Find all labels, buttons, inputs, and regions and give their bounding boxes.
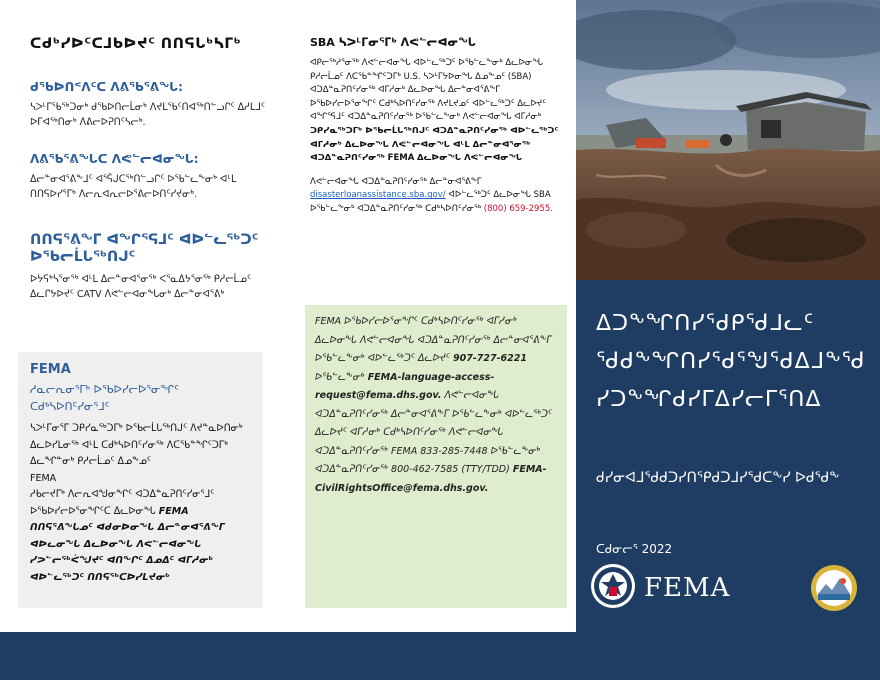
green-fema: FEMA [391,445,418,457]
fema-body [30,421,251,586]
green-phone-3[interactable]: 800-462-7585 [391,464,459,475]
fema-logo-text: FEMA [644,573,731,603]
language-access-box [305,305,567,608]
sba-text-3: ᐊᐅᓪᓚᖅᑐᑦ ᐃᓚᐅᓂᖓ SBA ᐅᖃᓪᓚᖕᓂᒃ ᐊᑐᐃᓐᓇᕈᑎᑦᓯᓂᖅ ᑕᑯᒃᓴᐅᑎᑦᓯᓂᖅ [310,190,551,214]
sba-paragraph [310,57,565,166]
sba-bold-end: ᐃᓚᐅᓂᖓ ᐱᕙᓪᓕᐊᓂᖓ [417,153,523,164]
green-email-2[interactable]: FEMA-CivilRightsOffice@fema.dhs.gov. [315,464,547,494]
middle-panel [285,0,576,632]
green-mid: ᐅᖃᓪᓚᖕᓂᒃ [315,371,365,383]
fema-inline: FEMA [158,505,189,517]
fema-heading: FEMA [30,362,71,377]
sba-bold: ᑐᑭᓯᓇᖅᑐᒥᒃ ᐅᖃᓕᒫᒐᖅᑎᒍᑦ ᐊᑐᐃᓐᓇᕈᑎᑦᓯᓂᖅ ᐊᐅᓪᓚᖅᑐᑦ ᐊᒥᓱᓂᒃ ᐃᓚᐅᓂᖓ ᐱᕙᓪᓕᐊᓂᖓ ᐊᒻᒪ ᐃᓕᓐᓂᐊᕐᓂᖅ ᐊᑐᐃᓐᓇᕈᑎᑦᓯᓂᖅ [310,125,559,164]
sba-text-2: ᐱᕙᓪᓕᐊᓂᖓ ᐊᑐᐃᓐᓇᕈᑎᑦᓯᓂᖅ ᐃᓕᓐᓂᐊᕐᕕᖕᒥ [310,176,482,187]
sba-text-1: ᐊᑭᓕᖅᓱᕐᓂᖅ ᐱᕙᓪᓕᐊᓂᖓ ᐊᐅᓪᓚᖅᑐᑦ ᐅᖃᓪᓚᖕᓂᒃ ᐃᓚᐅᓂᖓ ᑭᓱᓕᒫᓄᑦ ᐱᑕᖃᓐᖏᑦᑐᒥᒃ U.S. ᓴᐳᒻᒥᔭᐅᓂᖓ ᐃᓄᖕᓄᑦ (SBA) ᐊᑐᐃᓐᓇᕈᑎᑦᓯᓂᖅ ᐊᒥᓱᓂᒃ ᐃᓚᐅᓂᖓ ᐃᓕᓐᓂᐊᕐᕕᖕᒥ ᐅᖃᐅᓯᓕᐅᕐᓂᖏᑦ ᑕᑯᒃᓴᐅᑎᑦᓯᓂᖅ ᐱᔪᒪᔪᓄᑦ ᐊᐅᓪᓚᖅᑐᑦ ᐃᓚᐅᔪᑦ ᐊᖏᕐᕋᒧᑦ ᐊᑐᐃᓐᓇᕈᑎᑦᓯᓂᖅ ᐅᖃᓪᓚᖕᓂᒃ ᐱᕙᓪᓕᐊᓂᖓ ᐊᒥᓱᓂᒃ [310,58,546,123]
sba-link[interactable]: disasterloanassistance.sba.gov/ [310,190,446,201]
fema-body-text-2: ᓱᑲᓕᔪᒥᒃ ᐱᓕᕆᐊᖑᓂᖏᑦ ᐊᑐᐃᓐᓇᕈᑎᑦᓯᓂᕐᒧᑦ ᐅᖃᐅᓯᓕᐅᕐᓂᖏᑦᑕ ᐃᓚᐅᓂᖓ [30,489,215,517]
footer-bar [0,632,880,680]
section-heading: ᑎᑎᕋᕐᕕᖕᒥ ᐊᖏᕐᕋᒧᑦ ᐊᐅᓪᓚᖅᑐᑦ ᐅᖃᓕᒫᒐᖅᑎᒍᑦ [30,232,259,265]
disaster-photo [576,0,880,280]
sba-section [310,36,565,227]
green-body-3: ᐅᖃᓪᓚᖕᓂᒃ ᐊᑐᐃᓐᓇᕈᑎᑦᓯᓂᖅ [315,445,541,475]
fema-box [18,352,263,608]
section-heading: ᐱᕕᖃᕐᕕᖓᑕ ᐱᕙᓪᓕᐊᓂᖓ: [30,152,199,166]
cover-date: ᑕᑯᓂᓕᕐ 2022 [596,542,673,556]
green-text [315,313,557,498]
cover-title: ᐃᑐᖕᖏᑎᓯᕐᑯᑭᖁᒧᓚᑦ ᖁᑯᖕᖏᑎᓯᕐᑯᕐᖑᕐᑯᐃᒧᖕᖁ ᓯᑐᖕᖏᑯᓯᒥᐃᓯᓕᒥᕐᑎᐃ [596,311,866,412]
fema-subheading: ᓱᓇᓕᕆᓂᕐᒥᒃ ᐅᖃᐅᓯᓕᐅᕐᓂᖏᑦ ᑕᑯᒃᓴᐅᑎᑦᓯᓂᕐᒧᑦ [30,383,179,413]
green-email[interactable]: FEMA-language-access-request@fema.dhs.gov. [315,371,495,401]
green-body: ᐱᕙᓪᓕᐊᓂᖓ ᐊᑐᐃᓐᓇᕈᑎᑦᓯᓂᖅ ᐃᓕᓐᓂᐊᕐᕕᖕᒥ ᐅᖃᓪᓚᖕᓂᒃ ᐊᐅᓪᓚᖅᑐᑦ ᐃᓚᐅᔪᑦ ᐊᒥᓱᓂᒃ ᑕᑯᒃᓴᐅᑎᑦᓯᓂᖅ ᐱᕙᓪᓕᐊᓂᖓ ᐊᑐᐃᓐᓇᕈᑎᑦᓯᓂᖅ [315,390,553,457]
fema-body-text: ᓴᐳᒻᒥᓂᕐᒥ ᑐᑭᓯᓇᖅᑐᒥᒃ ᐅᖃᓕᒫᒐᖅᑎᒍᑦ ᐱᔪᓐᓇᐅᑎᓂᒃ ᐃᓚᐅᓯᒪᓂᖅ ᐊᒻᒪ ᑕᑯᒃᓴᐅᑎᑦᓯᓂᖅ ᐱᑕᖃᓐᖏᑦᑐᒥᒃ ᐃᓚᖏᓐᓂᒃ ᑭᓱᓕᒫᓄᑦ ᐃᓄᖕᓄᑦ [30,423,243,467]
section-body: ᐃᓕᓐᓂᐊᕐᕕᖕᒧᑦ ᐊᕐᕌᒍᑕᖅᑎᓪᓗᒋᑦ ᐅᖃᓪᓚᖕᓂᒃ ᐊᒻᒪ ᑎᑎᕋᐅᓯᕐᒥᒃ ᐱᓕᕆᐊᕆᓕᐅᕐᕕᓕᐅᑎᑦᓯᔪᓂᒃ. [30,174,237,200]
dhs-seal-icon [590,563,636,609]
sba-heading: SBA ᓴᐳᒻᒥᓂᕐᒥᒃ ᐱᕙᓪᓕᐊᓂᖓ [310,36,476,49]
section-body: ᐅᔭᕋᒃᓴᕐᓂᖅ ᐊᒻᒪ ᐃᓕᓐᓂᐊᕐᓂᖅ ᐸᕐᓇᐃᔭᕐᓂᖅ ᑭᓱᓕᒫᓄᑦ ᐃᓚᒋᔭᐅᔪᑦ CATV ᐱᕙᓪᓕᐊᓂᖓᓂᒃ ᐃᓕᓐᓂᐊᕐᕕᒃ [30,274,252,300]
section-heading: ᑯᖃᐅᑎᑉᐱᑦᑕ ᐱᕕᖃᕐᕕᖓ: [30,80,183,94]
cover-subtitle: ᑯᓯᓂᐊᒧᖁᑯᑐᓯᑎᕐᑭᑯᑐᒧᓯᖁᑕᖕᓯ ᐅᑯᖁᖕ [596,470,840,486]
state-seal-icon [810,564,858,612]
section-1 [30,80,270,130]
green-intro: FEMA ᐅᖃᐅᓯᓕᐅᕐᓂᖏᑦ ᑕᑯᒃᓴᐅᑎᑦᓯᓂᖅ ᐊᒥᓱᓂᒃ ᐃᓚᐅᓂᖓ ᐱᕙᓪᓕᐊᓂᖓ ᐊᑐᐃᓐᓇᕈᑎᑦᓯᓂᖅ ᐃᓕᓐᓂᐊᕐᕕᖕᒥ ᐅᖃᓪᓚᖕᓂᒃ ᐊᐅᓪᓚᖅᑐᑦ ᐃᓚᐅᔪᑦ [315,316,552,364]
green-phone[interactable]: 907-727-6221 [453,353,527,364]
damaged-house-image [576,0,880,280]
sba-bold-fema: FEMA [387,153,415,164]
cover-panel [576,0,880,632]
sba-phone[interactable]: (800) 659-2955. [483,203,553,214]
panel-title: ᑕᑯᒃᓯᐅᑦᑕᒧᑲᐅᔪᑦ ᑎᑎᕋᒐᒃᓴᒥᒃ [30,36,242,52]
section-3 [30,232,270,302]
green-tty: (TTY/TDD) [461,464,510,475]
sba-paragraph-2 [310,176,565,217]
left-panel [0,0,285,632]
fema-word: FEMA [30,472,57,484]
section-body: ᓴᐳᒻᒥᖃᖅᑐᓂᒃ ᑯᖃᐅᑎᓕᒫᓂᒃ ᐱᔪᒪᖃᑦᑎᐊᖅᑎᓪᓗᒋᑦ ᐃᓱᒪᒧᑦ ᐅᒥᐊᖅᑎᓂᒃ ᐱᕕᓕᐅᕈᑎᑦᓴᓕᒃ. [30,102,266,128]
green-phone-2[interactable]: 833-285-7448 [420,445,488,457]
fema-italic: ᑎᑎᕋᕐᕕᖓᓄᑦ ᐊᑯᓂᐅᓂᖓ ᐃᓕᓐᓂᐊᕐᕕᖕᒥ ᐊᐅᓚᓂᖓ ᐃᓚᐅᓂᖓ ᐱᕙᓪᓕᐊᓂᖓ ᓯᕗᓪᓕᖅᐹᖑᔪᑦ ᐊᑎᖏᑦ ᐃᓄᐃᑦ ᐊᒥᓱᓂᒃ ᐊᐅᓪᓚᖅᑐᑦ ᑎᑎᕋᖅᑕᐅᓯᒪᔪᓂᒃ [30,522,225,583]
section-2 [30,152,270,202]
alaska-seal [810,564,858,612]
